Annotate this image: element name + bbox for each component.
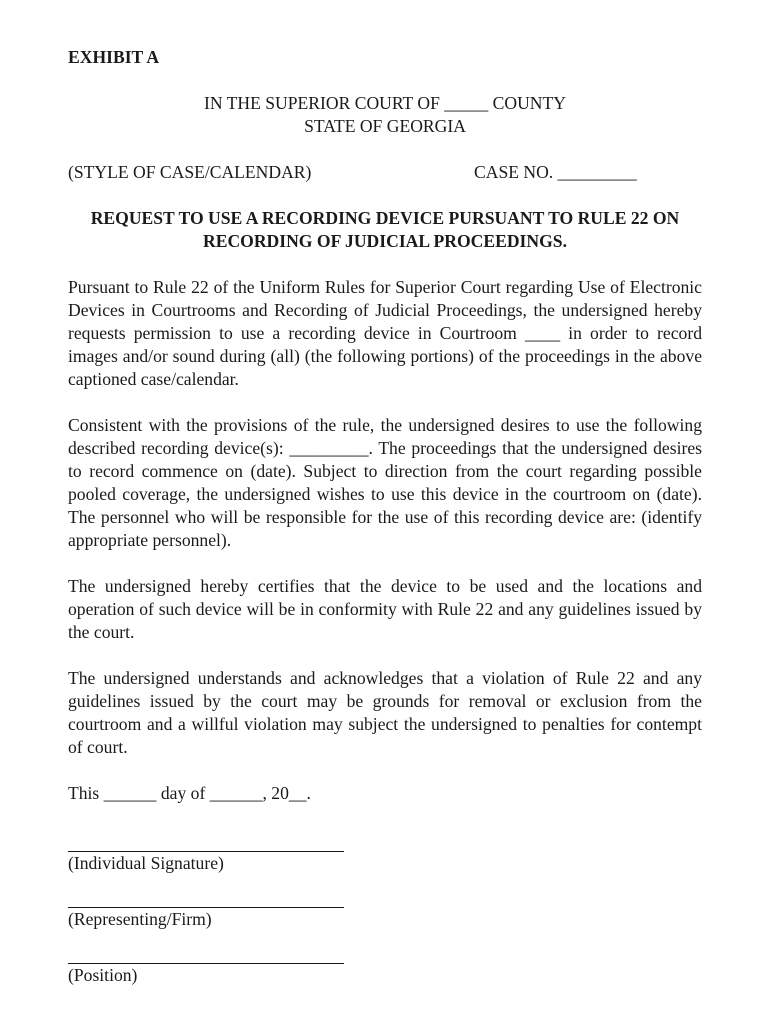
court-state-line: STATE OF GEORGIA [304,116,466,136]
case-caption [68,161,702,184]
paragraph-request: Pursuant to Rule 22 of the Uniform Rules for Superior Court regarding Use of Electronic Devices in Courtrooms and Recording of Judicial Proceedings, the undersigned hereby requests permission to use a recording device in Courtroom ____ in order to record images and/or sound during (all) (the following portions) of the proceedings in the above captioned case/calendar. [68,277,702,389]
title-line-2: RECORDING OF JUDICIAL PROCEEDINGS. [203,231,567,251]
date-line: This ______ day of ______, 20__. [68,783,311,803]
court-name-line: IN THE SUPERIOR COURT OF _____ COUNTY [204,93,566,113]
signature-block [68,828,702,987]
signature-label: (Individual Signature) [68,853,224,873]
court-header [68,92,702,138]
paragraph-acknowledgement: The undersigned understands and acknowledges that a violation of Rule 22 and any guidelines issued by the court may be grounds for removal or exclusion from the courtroom and a willful violation may subject the undersigned to penalties for contempt of court. [68,668,702,757]
paragraph-device: Consistent with the provisions of the rule, the undersigned desires to use the following described recording device(s): _________. The proceedings that the undersigned desires to record commence on (date). Subject to direction from the court regarding possible pooled coverage, the undersigned wishes to use this device in the courtroom on (date). The personnel who will be responsible for the use of this recording device are: (identify appropriate personnel). [68,415,702,550]
document-page [68,46,702,996]
document-title [68,207,702,253]
firm-label: (Representing/Firm) [68,909,212,929]
signature-line[interactable] [68,828,344,852]
exhibit-heading: EXHIBIT A [68,47,160,67]
case-style: (STYLE OF CASE/CALENDAR) [68,162,312,182]
position-label: (Position) [68,965,138,985]
case-number: CASE NO. _________ [474,162,637,182]
position-line[interactable] [68,940,344,964]
paragraph-certification: The undersigned hereby certifies that the device to be used and the locations and operation of such device will be in conformity with Rule 22 and any guidelines issued by the court. [68,576,702,642]
title-line-1: REQUEST TO USE A RECORDING DEVICE PURSUANT TO RULE 22 ON [90,208,680,228]
firm-line[interactable] [68,884,344,908]
